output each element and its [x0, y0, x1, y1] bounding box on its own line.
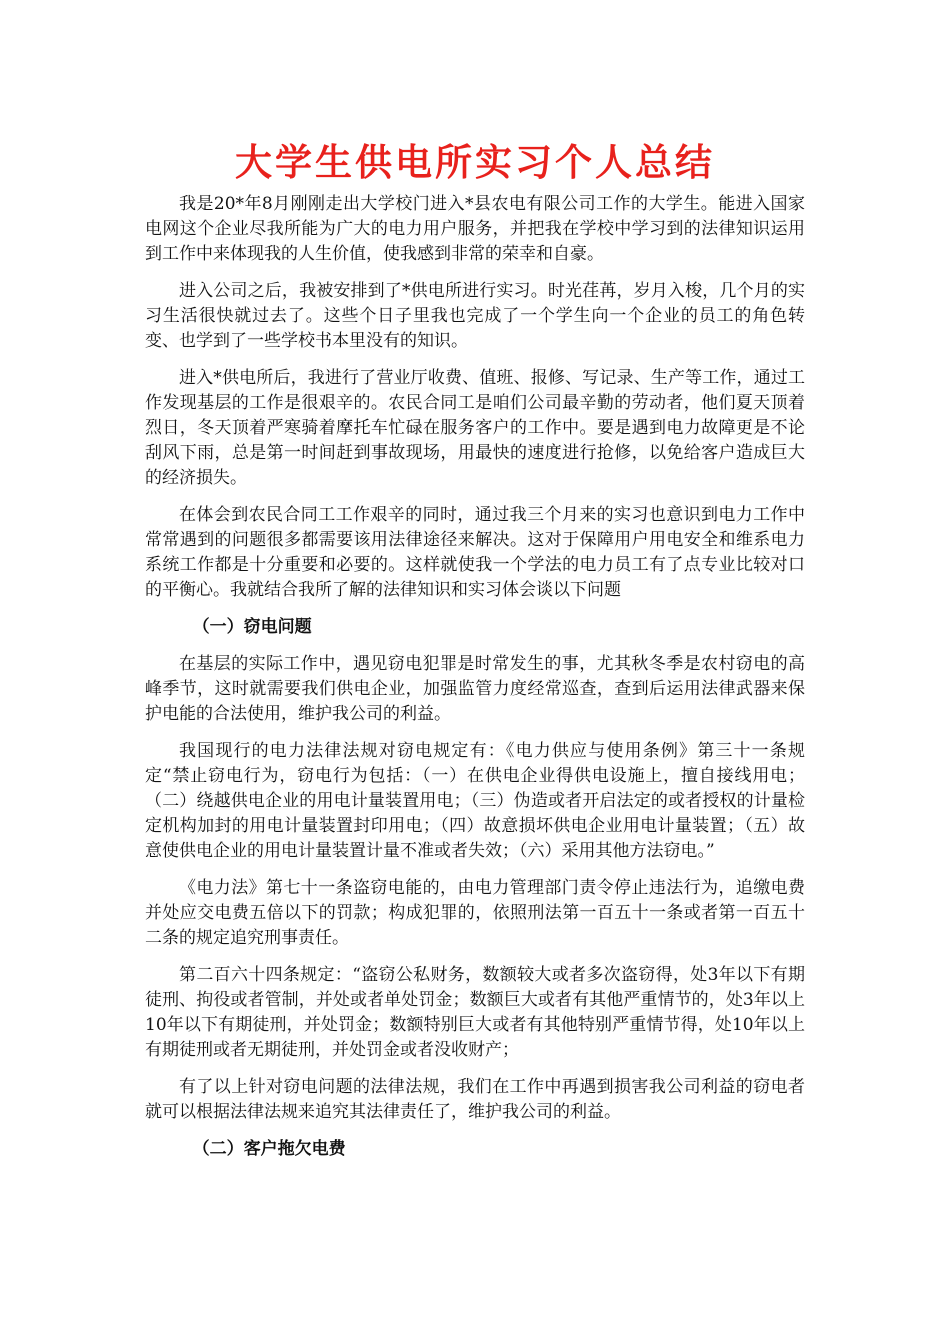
paragraph-internship-start: 进入公司之后，我被安排到了*供电所进行实习。时光荏苒，岁月入梭，几个月的实习生活很快就过去了。这些个日子里我也完成了一个学生向一个企业的员工的角色转变、也学到了一些学校书本里没有的知识。	[145, 281, 805, 351]
paragraph-article-264: 第二百六十四条规定：“盗窃公私财务，数额较大或者多次盗窃得，处3年以下有期徒刑、拘役或者管制，并处或者单处罚金；数额巨大或者有其他严重情节的，处3年以上10年以下有期徒刑，并处罚金；数额特别巨大或者有其他特别严重情节得，处10年以上有期徒刑或者无期徒刑，并处罚金或者没收财产；	[145, 965, 805, 1060]
paragraph-legal-reflection: 在体会到农民合同工工作艰辛的同时，通过我三个月来的实习也意识到电力工作中常常遇到的问题很多都需要该用法律途径来解决。这对于保障用户用电安全和维系电力系统工作都是十分重要和必要的。这样就使我一个学法的电力员工有了点专业比较对口的平衡心。我就结合我所了解的法律知识和实习体会谈以下问题	[145, 505, 805, 600]
paragraph-theft-conclusion: 有了以上针对窃电问题的法律法规，我们在工作中再遇到损害我公司利益的窃电者就可以根据法律法规来追究其法律责任了，维护我公司的利益。	[145, 1077, 805, 1122]
section-heading-electricity-theft: （一）窃电问题	[192, 617, 312, 637]
paragraph-electricity-law: 《电力法》第七十一条盗窃电能的，由电力管理部门责令停止违法行为，追缴电费并处应交电费五倍以下的罚款；构成犯罪的，依照刑法第一百五十一条或者第一百五十二条的规定追究刑事责任。	[145, 878, 805, 948]
paragraph-theft-practice: 在基层的实际工作中，遇见窃电犯罪是时常发生的事，尤其秋冬季是农村窃电的高峰季节，这时就需要我们供电企业，加强监管力度经常巡查，查到后运用法律武器来保护电能的合法使用，维护我公司的利益。	[145, 654, 805, 724]
paragraph-work-experience: 进入*供电所后，我进行了营业厅收费、值班、报修、写记录、生产等工作，通过工作发现基层的工作是很艰辛的。农民合同工是咱们公司最辛勤的劳动者，他们夏天顶着烈日，冬天顶着严寒骑着摩托车忙碌在服务客户的工作中。要是遇到电力故障更是不论刮风下雨，总是第一时间赶到事故现场，用最快的速度进行抢修，以免给客户造成巨大的经济损失。	[145, 368, 805, 488]
paragraph-intro: 我是20*年8月刚刚走出大学校门进入*县农电有限公司工作的大学生。能进入国家电网这个企业尽我所能为广大的电力用户服务，并把我在学校中学习到的法律知识运用到工作中来体现我的人生价值，使我感到非常的荣幸和自豪。	[145, 194, 805, 264]
document-title: 大学生供电所实习个人总结	[235, 140, 715, 184]
paragraph-theft-regulations: 我国现行的电力法律法规对窃电规定有：《电力供应与使用条例》第三十一条规定“禁止窃电行为，窃电行为包括：（一）在供电企业得供电设施上，擅自接线用电；（二）绕越供电企业的用电计量装置用电；（三）伪造或者开启法定的或者授权的计量检定机构加封的用电计量装置封印用电；（四）故意损坏供电企业用电计量装置；（五）故意使供电企业的用电计量装置计量不准或者失效；（六）采用其他方法窃电。”	[145, 741, 805, 861]
document-body	[145, 192, 805, 1174]
section-heading-arrears: （二）客户拖欠电费	[192, 1139, 346, 1159]
